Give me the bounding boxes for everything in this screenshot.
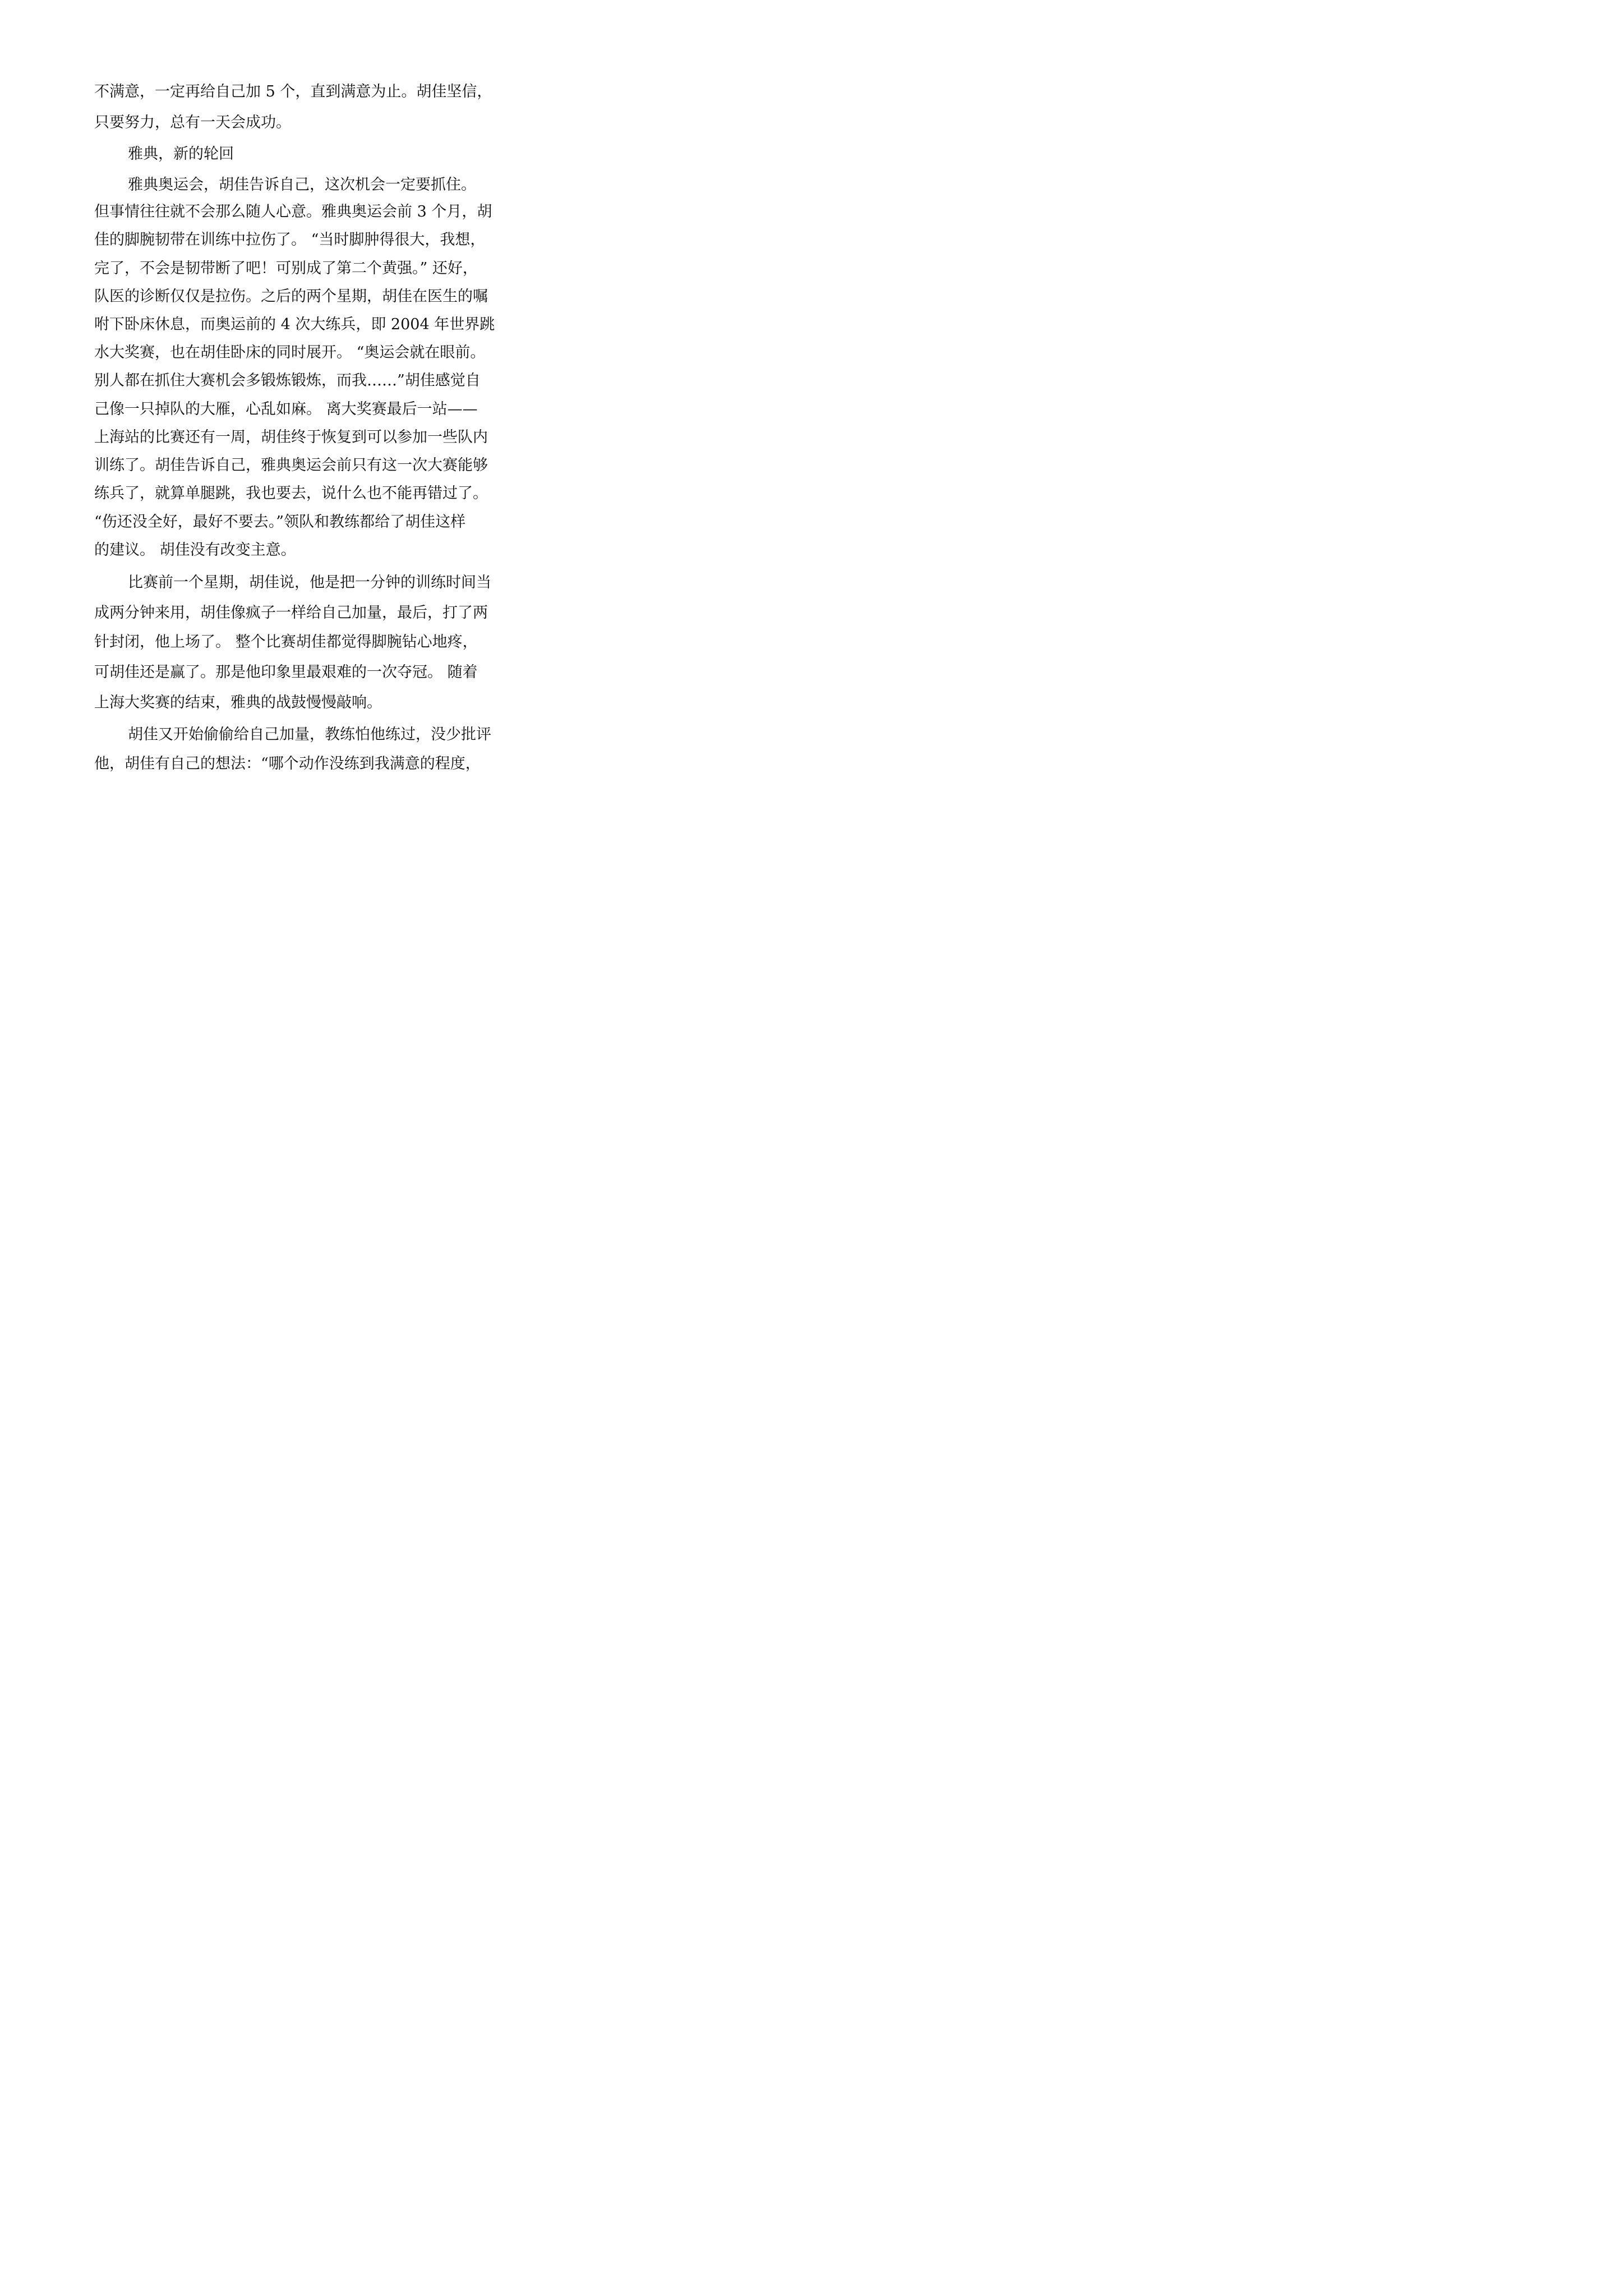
text-line: 上海大奖赛的结束，雅典的战鼓慢慢敲响。 (94, 694, 382, 711)
text-line: 别人都在抓住大赛机会多锻炼锻炼，而我……”胡佳感觉自 (94, 372, 481, 389)
text-line: 队医的诊断仅仅是拉伤。之后的两个星期，胡佳在医生的嘱 (94, 288, 488, 305)
text-line: 上海站的比赛还有一周，胡佳终于恢复到可以参加一些队内 (94, 429, 488, 446)
text-line: 只要努力，总有一天会成功。 (94, 114, 291, 131)
text-line: 他，胡佳有自己的想法：“哪个动作没练到我满意的程度， (94, 755, 481, 772)
text-line: 己像一只掉队的大雁，心乱如麻。 离大奖赛最后一站—— (94, 401, 478, 418)
section-heading: 雅典，新的轮回 (128, 145, 234, 163)
document-page (0, 0, 619, 876)
text-line: 练兵了，就算单腿跳，我也要去，说什么也不能再错过了。 (94, 485, 488, 502)
text-line: 的建议。 胡佳没有改变主意。 (94, 541, 296, 559)
text-line: 但事情往往就不会那么随人心意。雅典奥运会前 3 个月，胡 (94, 203, 492, 220)
text-line: 可胡佳还是赢了。那是他印象里最艰难的一次夺冠。 随着 (94, 664, 478, 681)
text-line: 比赛前一个星期，胡佳说，他是把一分钟的训练时间当 (128, 574, 491, 591)
text-line: 训练了。胡佳告诉自己，雅典奥运会前只有这一次大赛能够 (94, 457, 488, 474)
text-line: 成两分钟来用，胡佳像疯子一样给自己加量，最后，打了两 (94, 604, 488, 622)
text-line: 完了，不会是韧带断了吧！可别成了第二个黄强。” 还好， (94, 260, 478, 277)
text-line: “伤还没全好，最好不要去。”领队和教练都给了胡佳这样 (94, 513, 466, 531)
text-line: 水大奖赛，也在胡佳卧床的同时展开。 “奥运会就在眼前。 (94, 344, 486, 361)
text-line: 佳的脚腕韧带在训练中拉伤了。 “当时脚肿得很大，我想， (94, 231, 486, 249)
text-line: 雅典奥运会，胡佳告诉自己，这次机会一定要抓住。 (128, 176, 476, 194)
text-line: 胡佳又开始偷偷给自己加量，教练怕他练过，没少批评 (128, 726, 491, 743)
text-line: 不满意，一定再给自己加 5 个，直到满意为止。胡佳坚信， (94, 83, 492, 100)
text-line: 针封闭，他上场了。 整个比赛胡佳都觉得脚腕钻心地疼， (94, 633, 478, 651)
text-line: 咐下卧床休息，而奥运前的 4 次大练兵，即 2004 年世界跳 (94, 316, 495, 333)
